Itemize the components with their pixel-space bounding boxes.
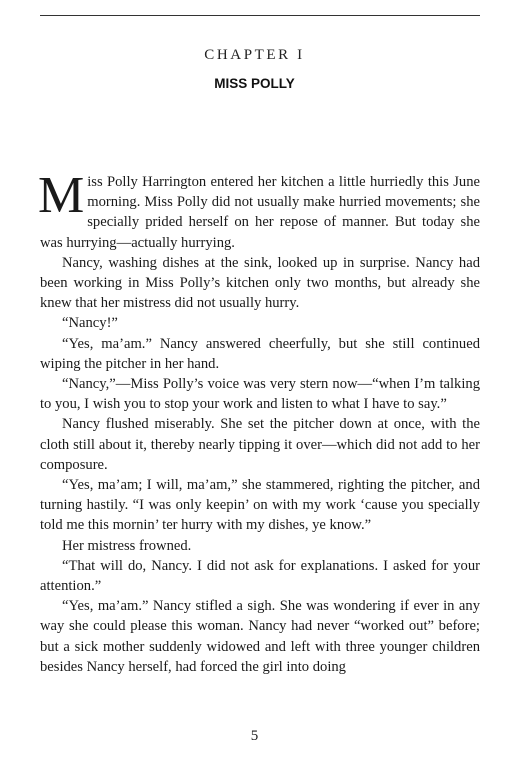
chapter-title: MISS POLLY (214, 76, 295, 91)
paragraph-8: Her mistress frowned. (62, 537, 192, 554)
paragraph-9: “That will do, Nancy. I did not ask for explanations. I asked for your attention.” (40, 557, 480, 595)
paragraph-text: iss Polly Harrington entered her kitchen a little hurriedly this June morning. Miss Polly did not usually make hurried movements; she specially prided herself on her repose of manner. But today she was hurrying—actually hurrying. (40, 174, 480, 251)
chapter-heading: CHAPTER I (204, 47, 305, 63)
paragraph-6: Nancy flushed miserably. She set the pitcher down at once, with the cloth still about it, thereby nearly tipping it over—which did not add to her composure. (40, 416, 480, 473)
header-rule (40, 15, 480, 16)
page-number: 5 (250, 728, 259, 744)
paragraph-4: “Yes, ma’am.” Nancy answered cheerfully, but she still continued wiping the pitcher in her hand. (40, 335, 480, 372)
paragraph-5: “Nancy,”—Miss Polly’s voice was very stern now—“when I’m talking to you, I wish you to stop your work and listen to what I have to say.” (40, 376, 480, 413)
paragraph-10: “Yes, ma’am.” Nancy stifled a sigh. She was wondering if ever in any way she could please this woman. Nancy had never “worked out” before; but a sick mother suddenly widowed and left with three younger children besides Nancy herself, had forced the girl into doing (40, 598, 480, 675)
paragraph-7: “Yes, ma’am; I will, ma’am,” she stammered, righting the pitcher, and turning hastily. “I was only keepin’ on with my work ‘cause you specially told me this mornin’ ter hurry with my dishes, ye know.” (40, 477, 480, 534)
body-text (38, 167, 480, 677)
paragraph-3: “Nancy!” (62, 315, 118, 332)
paragraph-1 (38, 167, 480, 253)
paragraph-2: Nancy, washing dishes at the sink, looked up in surprise. Nancy had been working in Miss Polly’s kitchen only two months, but already she knew that her mistress did not usually hurry. (40, 254, 480, 312)
drop-cap: M (38, 167, 85, 224)
